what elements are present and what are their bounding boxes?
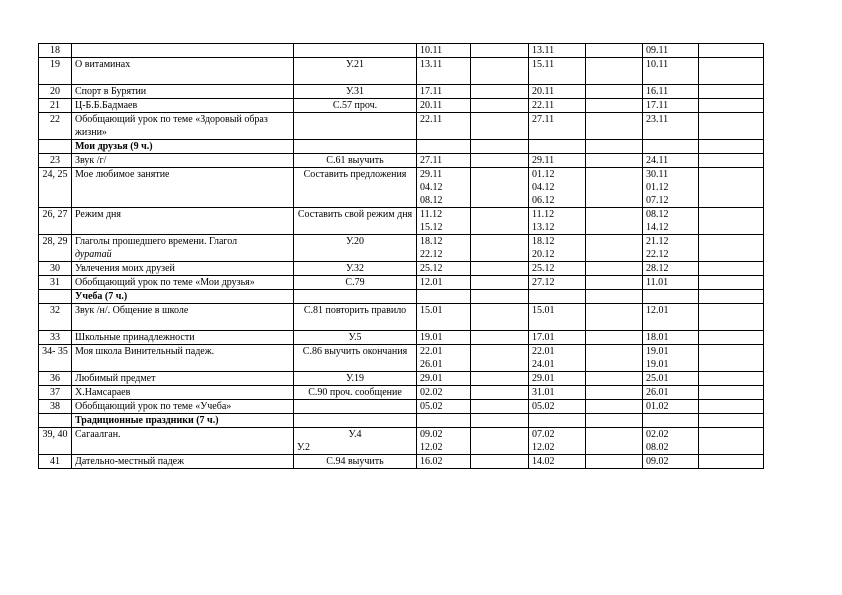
table-row	[39, 168, 764, 208]
date-cell: 30.11 01.12 07.12	[643, 168, 699, 208]
date-cell: 22.01 24.01	[529, 345, 586, 372]
table-row	[39, 262, 764, 276]
topic-cell: Любимый предмет	[72, 372, 294, 386]
table-row	[39, 455, 764, 469]
blank-cell	[586, 99, 643, 113]
date-cell: 18.12 20.12	[529, 235, 586, 262]
blank-cell	[471, 154, 529, 168]
blank-cell	[699, 345, 764, 372]
row-number-cell: 37	[39, 386, 72, 400]
blank-cell	[586, 154, 643, 168]
blank-cell	[699, 290, 764, 304]
blank-cell	[471, 455, 529, 469]
date-cell: 02.02	[417, 386, 471, 400]
blank-cell	[586, 386, 643, 400]
blank-cell	[699, 428, 764, 455]
topic-cell: Звук /н/. Общение в школе	[72, 304, 294, 331]
topic-cell: Школьные принадлежности	[72, 331, 294, 345]
blank-cell	[586, 208, 643, 235]
date-cell	[529, 290, 586, 304]
blank-cell	[586, 331, 643, 345]
homework-cell: У.32	[294, 262, 417, 276]
topic-cell: Обобщающий урок по теме «Учеба»	[72, 400, 294, 414]
date-cell: 09.02	[643, 455, 699, 469]
blank-cell	[699, 85, 764, 99]
blank-cell	[699, 44, 764, 58]
date-cell: 19.01 19.01	[643, 345, 699, 372]
blank-cell	[586, 304, 643, 331]
blank-cell	[586, 262, 643, 276]
table-row	[39, 304, 764, 331]
section-title-cell: Мои друзья (9 ч.)	[72, 140, 294, 154]
topic-italic-word: дуратай	[75, 249, 112, 260]
date-cell	[529, 414, 586, 428]
table-row	[39, 44, 764, 58]
date-cell: 27.11	[417, 154, 471, 168]
date-cell: 17.11	[417, 85, 471, 99]
date-cell: 18.01	[643, 331, 699, 345]
row-number-cell: 32	[39, 304, 72, 331]
table-row	[39, 58, 764, 85]
homework-cell: С.94 выучить	[294, 455, 417, 469]
date-cell: 02.02 08.02	[643, 428, 699, 455]
date-cell: 20.11	[417, 99, 471, 113]
blank-cell	[471, 168, 529, 208]
date-cell: 19.01	[417, 331, 471, 345]
blank-cell	[699, 276, 764, 290]
blank-cell	[471, 235, 529, 262]
blank-cell	[471, 304, 529, 331]
topic-cell: Режим дня	[72, 208, 294, 235]
date-cell: 29.11	[529, 154, 586, 168]
blank-cell	[586, 372, 643, 386]
topic-cell: О витаминах	[72, 58, 294, 85]
blank-cell	[586, 113, 643, 140]
blank-cell	[699, 400, 764, 414]
date-cell: 25.12	[529, 262, 586, 276]
blank-cell	[586, 44, 643, 58]
date-cell	[417, 414, 471, 428]
homework-cell	[294, 140, 417, 154]
homework-cell: С.61 выучить	[294, 154, 417, 168]
date-cell: 21.12 22.12	[643, 235, 699, 262]
date-cell: 27.11	[529, 113, 586, 140]
date-cell	[529, 140, 586, 154]
date-cell	[417, 140, 471, 154]
section-header-row	[39, 290, 764, 304]
date-cell: 26.01	[643, 386, 699, 400]
blank-cell	[699, 154, 764, 168]
blank-cell	[586, 345, 643, 372]
date-cell	[417, 290, 471, 304]
date-cell: 11.01	[643, 276, 699, 290]
blank-cell	[471, 44, 529, 58]
blank-cell	[699, 331, 764, 345]
date-cell: 17.11	[643, 99, 699, 113]
blank-cell	[699, 304, 764, 331]
homework-cell: У.31	[294, 85, 417, 99]
date-cell: 25.01	[643, 372, 699, 386]
date-cell: 13.11	[417, 58, 471, 85]
topic-cell: Обобщающий урок по теме «Здоровый образ жизни»	[72, 113, 294, 140]
blank-cell	[699, 140, 764, 154]
table-row	[39, 276, 764, 290]
date-cell: 28.12	[643, 262, 699, 276]
table-row	[39, 113, 764, 140]
blank-cell	[586, 168, 643, 208]
homework-cell: У.21	[294, 58, 417, 85]
section-header-row	[39, 140, 764, 154]
row-number-cell: 39, 40	[39, 428, 72, 455]
row-number-cell: 21	[39, 99, 72, 113]
date-cell: 05.02	[417, 400, 471, 414]
topic-cell	[72, 44, 294, 58]
homework-cell	[294, 113, 417, 140]
table-row	[39, 154, 764, 168]
blank-cell	[471, 372, 529, 386]
date-cell: 16.11	[643, 85, 699, 99]
homework-cell	[294, 290, 417, 304]
blank-cell	[471, 400, 529, 414]
homework-cell: С.57 проч.	[294, 99, 417, 113]
blank-cell	[471, 85, 529, 99]
row-number-cell: 41	[39, 455, 72, 469]
table-row	[39, 208, 764, 235]
date-cell: 24.11	[643, 154, 699, 168]
blank-cell	[586, 235, 643, 262]
date-cell: 10.11	[643, 58, 699, 85]
date-cell: 29.01	[417, 372, 471, 386]
blank-cell	[471, 290, 529, 304]
date-cell	[643, 414, 699, 428]
topic-cell: Спорт в Бурятии	[72, 85, 294, 99]
topic-cell: Ц-Б.Б.Бадмаев	[72, 99, 294, 113]
date-cell: 01.02	[643, 400, 699, 414]
row-number-cell: 28, 29	[39, 235, 72, 262]
row-number-cell: 31	[39, 276, 72, 290]
table-row	[39, 331, 764, 345]
homework-cell: У.20	[294, 235, 417, 262]
date-cell: 01.12 04.12 06.12	[529, 168, 586, 208]
section-title-cell: Учеба (7 ч.)	[72, 290, 294, 304]
row-number-cell: 26, 27	[39, 208, 72, 235]
date-cell: 17.01	[529, 331, 586, 345]
blank-cell	[586, 140, 643, 154]
section-header-row	[39, 414, 764, 428]
topic-cell: Х.Намсараев	[72, 386, 294, 400]
row-number-cell	[39, 140, 72, 154]
row-number-cell: 36	[39, 372, 72, 386]
blank-cell	[586, 276, 643, 290]
blank-cell	[699, 168, 764, 208]
date-cell: 22.01 26.01	[417, 345, 471, 372]
blank-cell	[471, 262, 529, 276]
row-number-cell	[39, 290, 72, 304]
blank-cell	[586, 400, 643, 414]
topic-cell: Сагаалган.	[72, 428, 294, 455]
blank-cell	[586, 58, 643, 85]
row-number-cell: 38	[39, 400, 72, 414]
row-number-cell: 24, 25	[39, 168, 72, 208]
table-row	[39, 345, 764, 372]
date-cell: 25.12	[417, 262, 471, 276]
row-number-cell	[39, 414, 72, 428]
date-cell: 11.12 13.12	[529, 208, 586, 235]
date-cell: 09.02 12.02	[417, 428, 471, 455]
lesson-plan-sheet	[38, 43, 764, 469]
blank-cell	[471, 58, 529, 85]
homework-cell: С.86 выучить окончания	[294, 345, 417, 372]
table-body	[39, 44, 764, 469]
blank-cell	[586, 428, 643, 455]
blank-cell	[699, 455, 764, 469]
date-cell: 16.02	[417, 455, 471, 469]
row-number-cell: 19	[39, 58, 72, 85]
date-cell: 23.11	[643, 113, 699, 140]
homework-cell	[294, 400, 417, 414]
homework-extra: У.2	[297, 442, 310, 453]
blank-cell	[586, 414, 643, 428]
homework-cell	[294, 414, 417, 428]
homework-cell	[294, 44, 417, 58]
homework-cell: Составить предложения	[294, 168, 417, 208]
homework-cell: Составить свой режим дня	[294, 208, 417, 235]
date-cell: 08.12 14.12	[643, 208, 699, 235]
blank-cell	[699, 99, 764, 113]
date-cell: 07.02 12.02	[529, 428, 586, 455]
date-cell: 15.01	[529, 304, 586, 331]
blank-cell	[586, 455, 643, 469]
blank-cell	[471, 208, 529, 235]
blank-cell	[699, 372, 764, 386]
blank-cell	[471, 386, 529, 400]
row-number-cell: 23	[39, 154, 72, 168]
row-number-cell: 33	[39, 331, 72, 345]
topic-cell: Увлечения моих друзей	[72, 262, 294, 276]
row-number-cell: 20	[39, 85, 72, 99]
homework-cell: У.5	[294, 331, 417, 345]
date-cell: 11.12 15.12	[417, 208, 471, 235]
date-cell: 27.12	[529, 276, 586, 290]
blank-cell	[471, 113, 529, 140]
date-cell: 10.11	[417, 44, 471, 58]
date-cell: 12.01	[417, 276, 471, 290]
topic-cell: Моя школа Винительный падеж.	[72, 345, 294, 372]
topic-cell: Дательно-местный падеж	[72, 455, 294, 469]
date-cell: 15.11	[529, 58, 586, 85]
blank-cell	[699, 262, 764, 276]
table-row	[39, 372, 764, 386]
table-row	[39, 99, 764, 113]
blank-cell	[699, 58, 764, 85]
date-cell	[643, 290, 699, 304]
date-cell: 15.01	[417, 304, 471, 331]
blank-cell	[471, 414, 529, 428]
date-cell	[643, 140, 699, 154]
date-cell: 20.11	[529, 85, 586, 99]
homework-cell: У.19	[294, 372, 417, 386]
homework-cell: С.79	[294, 276, 417, 290]
date-cell: 18.12 22.12	[417, 235, 471, 262]
date-cell: 14.02	[529, 455, 586, 469]
table-row	[39, 235, 764, 262]
blank-cell	[699, 113, 764, 140]
blank-cell	[699, 208, 764, 235]
blank-cell	[471, 276, 529, 290]
table-row	[39, 428, 764, 455]
topic-cell: Звук /г/	[72, 154, 294, 168]
date-cell: 22.11	[529, 99, 586, 113]
blank-cell	[699, 414, 764, 428]
blank-cell	[471, 99, 529, 113]
date-cell: 12.01	[643, 304, 699, 331]
homework-cell: С.81 повторить правило	[294, 304, 417, 331]
blank-cell	[471, 345, 529, 372]
topic-cell: Обобщающий урок по теме «Мои друзья»	[72, 276, 294, 290]
table-row	[39, 400, 764, 414]
blank-cell	[471, 428, 529, 455]
date-cell: 13.11	[529, 44, 586, 58]
blank-cell	[586, 85, 643, 99]
topic-cell: Мое любимое занятие	[72, 168, 294, 208]
date-cell: 22.11	[417, 113, 471, 140]
lesson-plan-table	[38, 43, 764, 469]
date-cell: 29.11 04.12 08.12	[417, 168, 471, 208]
row-number-cell: 18	[39, 44, 72, 58]
row-number-cell: 34- 35	[39, 345, 72, 372]
table-row	[39, 85, 764, 99]
date-cell: 31.01	[529, 386, 586, 400]
blank-cell	[471, 331, 529, 345]
topic-cell: Глаголы прошедшего времени. Глагол дуратай	[72, 235, 294, 262]
table-row	[39, 386, 764, 400]
blank-cell	[699, 235, 764, 262]
date-cell: 05.02	[529, 400, 586, 414]
row-number-cell: 22	[39, 113, 72, 140]
section-title-cell: Традиционные праздники (7 ч.)	[72, 414, 294, 428]
blank-cell	[471, 140, 529, 154]
homework-cell: С.90 проч. сообщение	[294, 386, 417, 400]
blank-cell	[699, 386, 764, 400]
date-cell: 09.11	[643, 44, 699, 58]
date-cell: 29.01	[529, 372, 586, 386]
homework-cell: У.4 У.2	[294, 428, 417, 455]
blank-cell	[586, 290, 643, 304]
row-number-cell: 30	[39, 262, 72, 276]
